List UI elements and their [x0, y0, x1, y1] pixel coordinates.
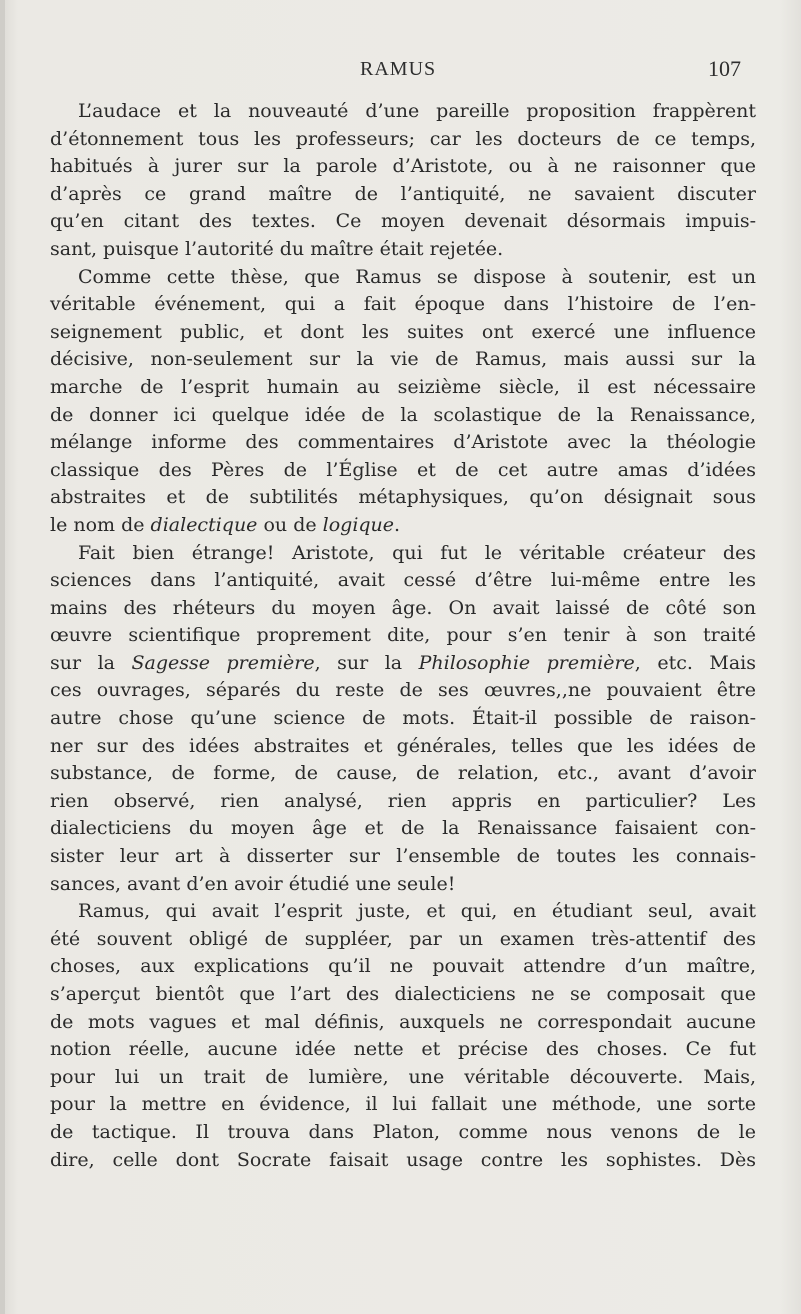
- text-line: pour lui un trait de lumière, une véritable découverte. Mais,: [50, 1065, 756, 1088]
- text-run: sur la: [50, 651, 132, 674]
- text-line: sant, puisque l’autorité du maître était rejetée.: [50, 237, 504, 260]
- text-line: sances, avant d’en avoir étudié une seule!: [50, 872, 456, 895]
- text-line: dire, celle dont Socrate faisait usage contre les sophistes. Dès: [50, 1148, 756, 1171]
- text-run: le nom de: [50, 513, 151, 536]
- text-run: ou de: [257, 513, 323, 536]
- text-run: , sur la: [314, 651, 419, 674]
- italic-term: logique: [322, 513, 395, 536]
- text-line: ces ouvrages, séparés du reste de ses œuvres,,ne pouvaient être: [50, 679, 756, 702]
- page-number: 107: [708, 56, 741, 81]
- text-line: s’aperçut bientôt que l’art des dialecticiens ne se composait que: [50, 983, 756, 1005]
- text-line: [50, 512, 756, 540]
- italic-term: Sagesse première: [131, 651, 315, 674]
- text-line: notion réelle, aucune idée nette et précise des choses. Ce fut: [50, 1038, 756, 1061]
- text-line: mélange informe des commentaires d’Aristote avec la théologie: [50, 431, 756, 454]
- text-line: Fait bien étrange! Aristote, qui fut le véritable créateur des: [78, 541, 756, 564]
- text-line: d’étonnement tous les professeurs; car les docteurs de ce temps,: [50, 127, 756, 150]
- body-text: [50, 98, 756, 1174]
- italic-term: dialectique: [150, 513, 258, 536]
- text-line: autre chose qu’une science de mots. Était-il possible de raison-: [50, 707, 756, 730]
- text-run: .: [394, 513, 401, 536]
- text-line: sister leur art à disserter sur l’ensemble de toutes les connais-: [50, 845, 756, 868]
- page-spine-shadow: [0, 0, 5, 1314]
- text-line: classique des Pères de l’Église et de cet autre amas d’idées: [50, 458, 756, 481]
- italic-term: Philosophie première: [418, 651, 635, 674]
- text-line: Comme cette thèse, que Ramus se dispose à soutenir, est un: [78, 265, 756, 288]
- text-line: œuvre scientifique proprement dite, pour s’en tenir à son traité: [50, 624, 756, 647]
- text-line: mains des rhéteurs du moyen âge. On avait laissé de côté son: [50, 596, 756, 619]
- text-line: décisive, non-seulement sur la vie de Ramus, mais aussi sur la: [50, 348, 756, 371]
- text-line: habitués à jurer sur la parole d’Aristote, ou à ne raisonner que: [50, 155, 756, 178]
- text-line: ner sur des idées abstraites et générales, telles que les idées de: [50, 734, 756, 757]
- text-line: rien observé, rien analysé, rien appris en particulier? Les: [50, 789, 756, 812]
- text-line: substance, de forme, de cause, de relation, etc., avant d’avoir: [50, 762, 756, 785]
- running-title: RAMUS: [360, 58, 437, 80]
- text-run: , etc. Mais: [634, 651, 756, 674]
- text-line: seignement public, et dont les suites ont exercé une influence: [50, 320, 756, 343]
- text-line: véritable événement, qui a fait époque dans l’histoire de l’en-: [50, 293, 756, 316]
- text-line: sciences dans l’antiquité, avait cessé d’être lui-même entre les: [50, 569, 756, 592]
- text-line: pour la mettre en évidence, il lui fallait une méthode, une sorte: [50, 1093, 756, 1116]
- text-line: marche de l’esprit humain au seizième siècle, il est nécessaire: [50, 375, 756, 398]
- text-line: de tactique. Il trouva dans Platon, comme nous venons de le: [50, 1120, 756, 1143]
- text-line: de mots vagues et mal définis, auxquels ne correspondait aucune: [50, 1010, 756, 1033]
- text-line: Ramus, qui avait l’esprit juste, et qui, en étudiant seul, avait: [78, 900, 756, 923]
- text-line: de donner ici quelque idée de la scolastique de la Renaissance,: [50, 403, 756, 426]
- text-line: L’audace et la nouveauté d’une pareille proposition frappèrent: [78, 100, 756, 122]
- text-line: [50, 650, 756, 678]
- text-line: qu’en citant des textes. Ce moyen devenait désormais impuis-: [50, 210, 756, 233]
- text-line: d’après ce grand maître de l’antiquité, ne savaient discuter: [50, 182, 756, 205]
- text-line: choses, aux explications qu’il ne pouvait attendre d’un maître,: [50, 955, 756, 978]
- running-head: [0, 58, 801, 88]
- text-line: été souvent obligé de suppléer, par un examen très-attentif des: [50, 927, 756, 950]
- text-line: abstraites et de subtilités métaphysiques, qu’on désignait sous: [50, 486, 756, 509]
- text-line: dialecticiens du moyen âge et de la Renaissance faisaient con-: [50, 817, 756, 840]
